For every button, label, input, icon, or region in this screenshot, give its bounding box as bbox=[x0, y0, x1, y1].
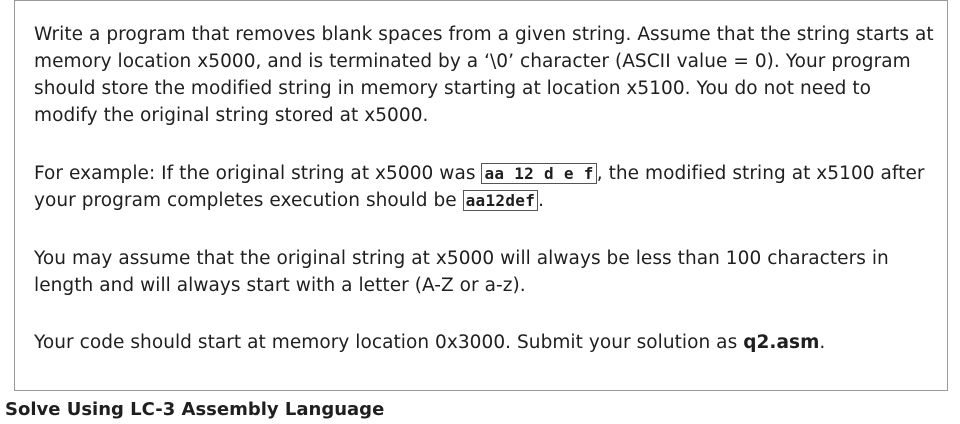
assumption-paragraph: You may assume that the original string at x5000 will always be less than 100 characters in length and will always start with a letter (A-Z or a-z). bbox=[34, 248, 889, 296]
submission-paragraph bbox=[34, 329, 934, 356]
submission-text: Your code should start at memory location 0x3000. Submit your solution as bbox=[34, 332, 744, 353]
example-text-end: . bbox=[538, 190, 545, 211]
example-text-start: For example: If the original string at x5000 was bbox=[34, 163, 482, 184]
example-paragraph bbox=[34, 160, 934, 214]
modified-string-example: aa12def bbox=[463, 190, 539, 211]
original-string-example: aa 12 d e f bbox=[481, 163, 596, 184]
problem-paragraph-1: Write a program that removes blank spaces from a given string. Assume that the string starts at memory location x5000, and is terminated by a ‘\0’ character (ASCII value = 0). Your program should store the modified string in memory starting at location x5100. You do not need to modify the original string stored at x5000. bbox=[34, 24, 934, 126]
problem-card bbox=[14, 0, 948, 391]
submission-text-end: . bbox=[819, 332, 826, 353]
example-text-middle: , the modified string at x5100 after your program completes execution should be bbox=[34, 163, 925, 211]
submission-filename: q2.asm bbox=[743, 332, 820, 353]
instruction-footer: Solve Using LC-3 Assembly Language bbox=[5, 399, 385, 420]
